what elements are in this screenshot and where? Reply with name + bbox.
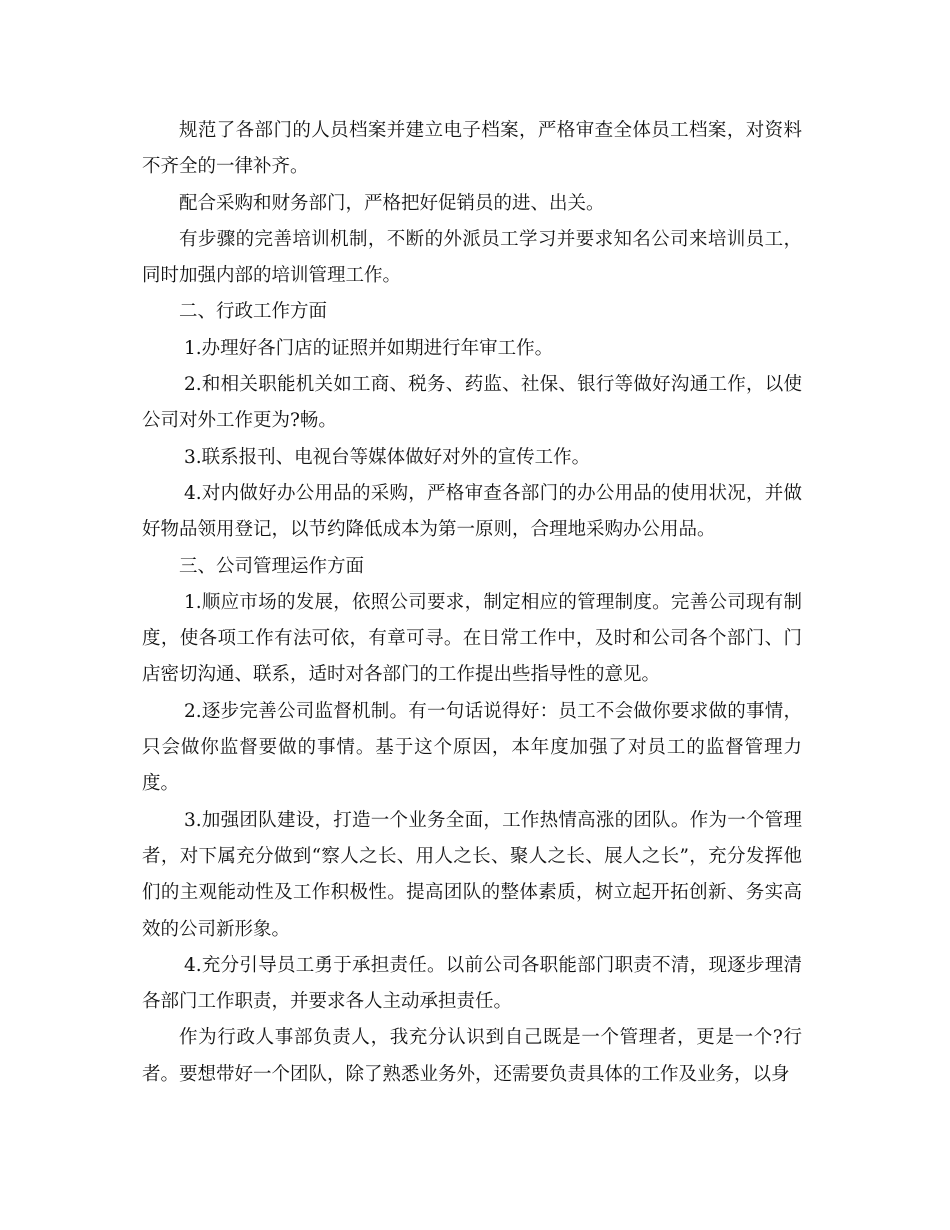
paragraph-promoter-control: 配合采购和财务部门，严格把好促销员的进、出关。 [179,192,605,214]
list-item-management-3: 3.加强团队建设，打造一个业务全面，工作热情高涨的团队。作为一个管理者，对下属充分做到“察人之长、用人之长、聚人之长、展人之长”，充分发挥他们的主观能动性及工作积极性。提高团队的整体素质，树立起开拓创新、务实高效的公司新形象。 [142,809,802,940]
section-heading-management: 三、公司管理运作方面 [179,555,365,577]
list-item-admin-1: 1.办理好各门店的证照并如期进行年审工作。 [184,337,554,359]
list-item-admin-4: 4.对内做好办公用品的采购，严格审查各部门的办公用品的使用状况，并做好物品领用登记，以节约降低成本为第一原则，合理地采购办公用品。 [142,482,802,541]
list-item-admin-2: 2.和相关职能机关如工商、税务、药监、社保、银行等做好沟通工作，以使公司对外工作更为?畅。 [142,374,802,432]
paragraph-personnel-files: 规范了各部门的人员档案并建立电子档案，严格审查全体员工档案，对资料不齐全的一律补齐。 [142,120,802,178]
list-item-management-1: 1.顺应市场的发展，依照公司要求，制定相应的管理制度。完善公司现有制度，使各项工作有法可依，有章可寻。在日常工作中，及时和公司各个部门、门店密切沟通、联系，适时对各部门的工作提出些指导性的意见。 [142,591,802,686]
list-item-management-4: 4.充分引导员工勇于承担责任。以前公司各职能部门职责不清，现逐步理清各部门工作职责，并要求各人主动承担责任。 [142,954,802,1013]
list-item-management-2: 2.逐步完善公司监督机制。有一句话说得好：员工不会做你要求做的事情，只会做你监督要做的事情。基于这个原因，本年度加强了对员工的监督管理力度。 [142,700,802,795]
list-item-admin-3: 3.联系报刊、电视台等媒体做好对外的宣传工作。 [184,446,591,468]
paragraph-training: 有步骤的完善培训机制，不断的外派员工学习并要求知名公司来培训员工，同时加强内部的培训管理工作。 [142,228,802,287]
section-heading-admin: 二、行政工作方面 [179,301,328,323]
paragraph-closing: 作为行政人事部负责人，我充分认识到自己既是一个管理者，更是一个?行者。要想带好一个团队，除了熟悉业务外，还需要负责具体的工作及业务，以身 [142,1027,802,1085]
document-body [142,113,802,1093]
